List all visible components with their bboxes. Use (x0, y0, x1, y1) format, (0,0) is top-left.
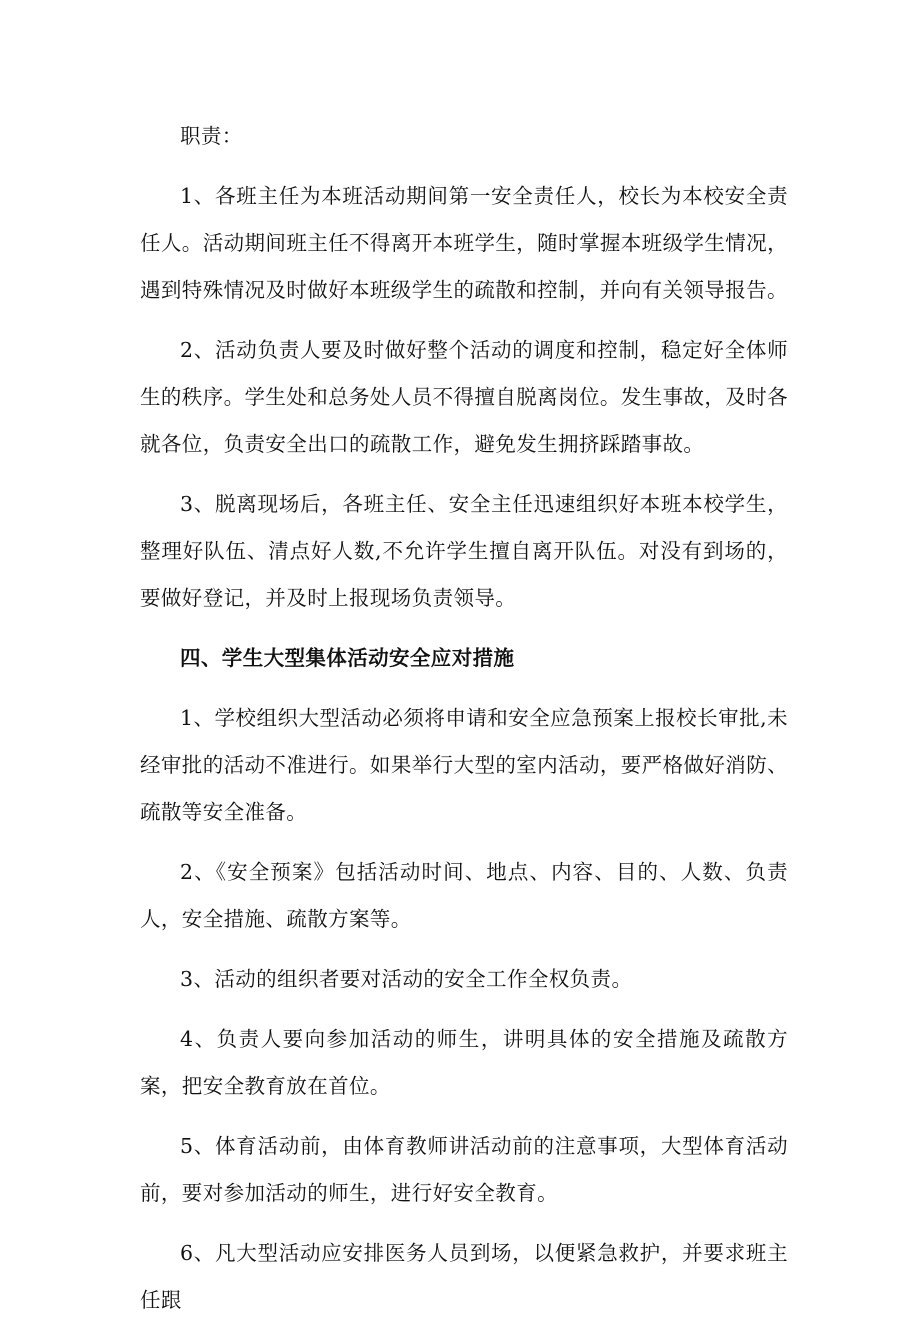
paragraph-duties-label: 职责： (180, 124, 243, 148)
paragraph-measure-5: 5、体育活动前，由体育教师讲活动前的注意事项，大型体育活动前，要对参加活动的师生，进行好安全教育。 (140, 1134, 788, 1205)
paragraph-duty-2: 2、活动负责人要及时做好整个活动的调度和控制，稳定好全体师生的秩序。学生处和总务处人员不得擅自脱离岗位。发生事故，及时各就各位，负责安全出口的疏散工作，避免发生拥挤踩踏事故。 (140, 338, 788, 456)
paragraph-measure-1: 1、学校组织大型活动必须将申请和安全应急预案上报校长审批,未经审批的活动不准进行。如果举行大型的室内活动，要严格做好消防、疏散等安全准备。 (140, 706, 788, 824)
paragraph-measure-6: 6、凡大型活动应安排医务人员到场，以便紧急救护，并要求班主任跟 (140, 1241, 788, 1312)
paragraph-measure-4: 4、负责人要向参加活动的师生，讲明具体的安全措施及疏散方案，把安全教育放在首位。 (140, 1027, 788, 1098)
paragraph-duty-3: 3、脱离现场后，各班主任、安全主任迅速组织好本班本校学生，整理好队伍、清点好人数,不允许学生擅自离开队伍。对没有到场的，要做好登记，并及时上报现场负责领导。 (140, 492, 788, 610)
paragraph-measure-2: 2、《安全预案》包括活动时间、地点、内容、目的、人数、负责人，安全措施、疏散方案等。 (140, 860, 788, 931)
section-heading-4: 四、学生大型集体活动安全应对措施 (180, 646, 515, 670)
document-body (140, 113, 788, 1337)
paragraph-measure-3: 3、活动的组织者要对活动的安全工作全权负责。 (180, 967, 633, 991)
paragraph-duty-1: 1、各班主任为本班活动期间第一安全责任人，校长为本校安全责任人。活动期间班主任不得离开本班学生，随时掌握本班级学生情况，遇到特殊情况及时做好本班级学生的疏散和控制，并向有关领导报告。 (140, 184, 788, 302)
